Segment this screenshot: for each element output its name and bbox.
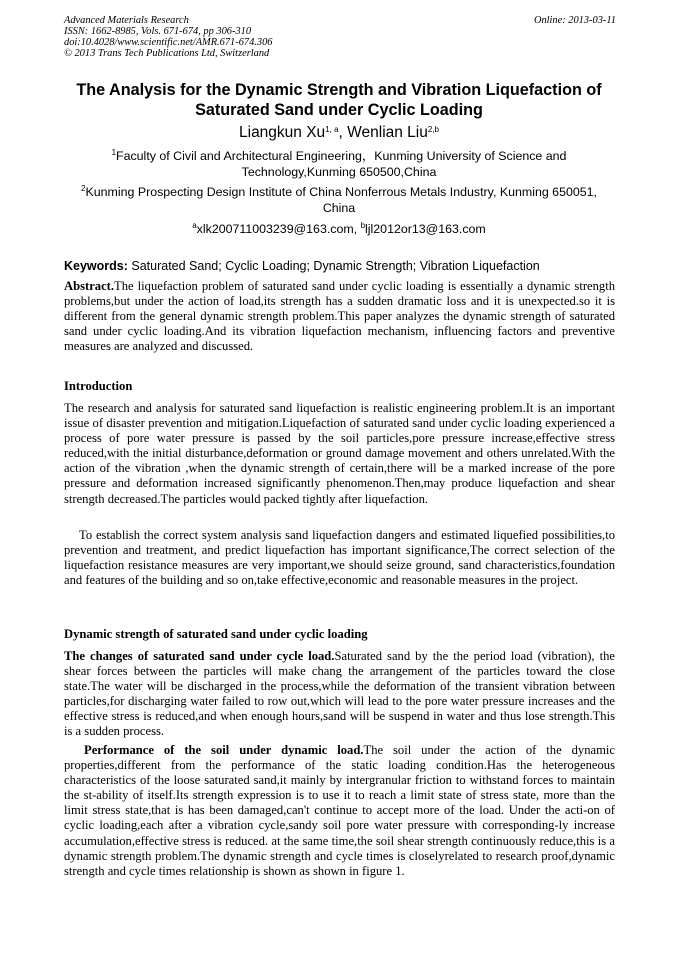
affiliation-superscript: 2 (81, 184, 86, 193)
author-name: Liangkun Xu (239, 124, 326, 141)
paragraph-text: Saturated sand by the the period load (vibration), the shear forces between the particles will make chang the arrangement of the particles toward the close state.The water will be discharged in the process,while the deformation of the transient vibration between particles,for discharging water failed to row out,which will lead to the pore water pressure increases and the effective stress is reduced,and when enough hours,sand will be suspend in water and thus lose strength.This is a sudden process. (64, 649, 615, 739)
author-superscript: 1, a (325, 125, 339, 134)
paragraph (64, 649, 615, 740)
author-separator: , (338, 124, 348, 141)
issn-line: ISSN: 1662-8985, Vols. 671-674, pp 306-310 (64, 26, 252, 37)
email-a: xlk200711003239@163.com, (196, 222, 361, 236)
doi-line: doi:10.4028/www.scientific.net/AMR.671-674.306 (64, 37, 273, 48)
affiliation-2 (70, 185, 608, 216)
abstract-text: The liquefaction problem of saturated sand under cyclic loading is essentially a dynamic strength problems,but under the action of load,its strength has a sudden dramatic loss and it is unexpected.so it is different from the general dynamic strength problem.This paper analyzes the dynamic strength of saturated sand under cyclic loading.And its vibration liquefaction mechanism, influencing factors and preventive measures are analyzed and discussed. (64, 279, 615, 354)
paragraph (64, 528, 615, 588)
paragraph-lead: Performance of the soil under dynamic load. (84, 743, 364, 757)
affiliation-text: Faculty of Civil and Architectural Engineering，Kunming University of Science and Technology,Kunming 650500,China (116, 149, 567, 179)
paragraph-text: The research and analysis for saturated sand liquefaction is realistic engineering problem.It is an important issue of disaster prevention and mitigation.Liquefaction of saturated sand under cyclic loading experienced a process of pore water pressure is passed by the soil particles,pore pressure increase,effective stress reduced,with the initial disturbance,deformation or ground damage movement and others unrelated.With the action of the vibration ,when the dynamic strength of certain,there will be a marked increase of the pore pressure and deformation increased significantly phenomenon.Then,may produce liquefaction and shear strength decreased.The particles would packed tightly after liquefaction. (64, 401, 615, 506)
paragraph-text: The soil under the action of the dynamic properties,different from the performance of the static loading condition.Has the heterogeneous characteristics of the loose saturated sand,it mainly by intergranular friction to withstand forces to maintain the st-ability of itself.Its strength expression is to use it to reach a limit state of stress state, more than the limit stress state,that is has been damaged,can't continue to accept more of the load. Under the acti-on of cyclic loading,each after a vibration cycle,sandy soil pore water pressure with corresponding-ly increase accumulation,effective stress is reduced. at the same time,the soil shear strength continuously reduce,this is a dynamic strength problem.The dynamic strength and cycle times is closelyrelated to research proof,dynamic strength and cycle times relationship is shown as shown in figure 1. (64, 743, 615, 878)
author-list (40, 124, 638, 142)
keywords-label: Keywords: (64, 259, 128, 273)
journal-name: Advanced Materials Research (64, 15, 189, 26)
journal-header (64, 15, 616, 59)
paragraph (64, 401, 615, 507)
paper-title: The Analysis for the Dynamic Strength and Vibration Liquefaction of Saturated Sand under Cyclic Loading (76, 81, 602, 119)
affiliation-text: Kunming Prospecting Design Institute of China Nonferrous Metals Industry, Kunming 650051, China (85, 185, 597, 215)
affiliation-superscript: 1 (111, 148, 117, 157)
email-b: ljl2012or13@163.com (365, 222, 486, 236)
section-heading-dynamic-strength: Dynamic strength of saturated sand under cyclic loading (64, 627, 368, 641)
online-date: Online: 2013-03-11 (533, 15, 616, 26)
email-line (70, 222, 608, 238)
abstract-label: Abstract. (64, 279, 115, 293)
copyright-line: © 2013 Trans Tech Publications Ltd, Switzerland (64, 48, 270, 59)
email-superscript: a (192, 221, 197, 230)
paragraph-lead: The changes of saturated sand under cycle load. (64, 649, 335, 663)
abstract (64, 279, 615, 354)
author-superscript: 2,b (427, 125, 439, 134)
keywords-text: Saturated Sand; Cyclic Loading; Dynamic Strength; Vibration Liquefaction (127, 259, 540, 273)
affiliation-1 (70, 149, 608, 180)
email-superscript: b (360, 221, 366, 230)
author-name: Wenlian Liu (347, 124, 428, 141)
section-heading-introduction: Introduction (64, 379, 133, 393)
keywords (64, 259, 616, 274)
paragraph (64, 743, 615, 879)
paragraph-text: To establish the correct system analysis sand liquefaction dangers and estimated liquefied possibilities,to prevention and treatment, and predict liquefaction has important significance,The correct selection of the liquefaction resistance measures are very important,we should seize ground, sand characteristics,foundation and features of the building and so on,take effective,economic and reasonable measures in the project. (64, 528, 615, 588)
